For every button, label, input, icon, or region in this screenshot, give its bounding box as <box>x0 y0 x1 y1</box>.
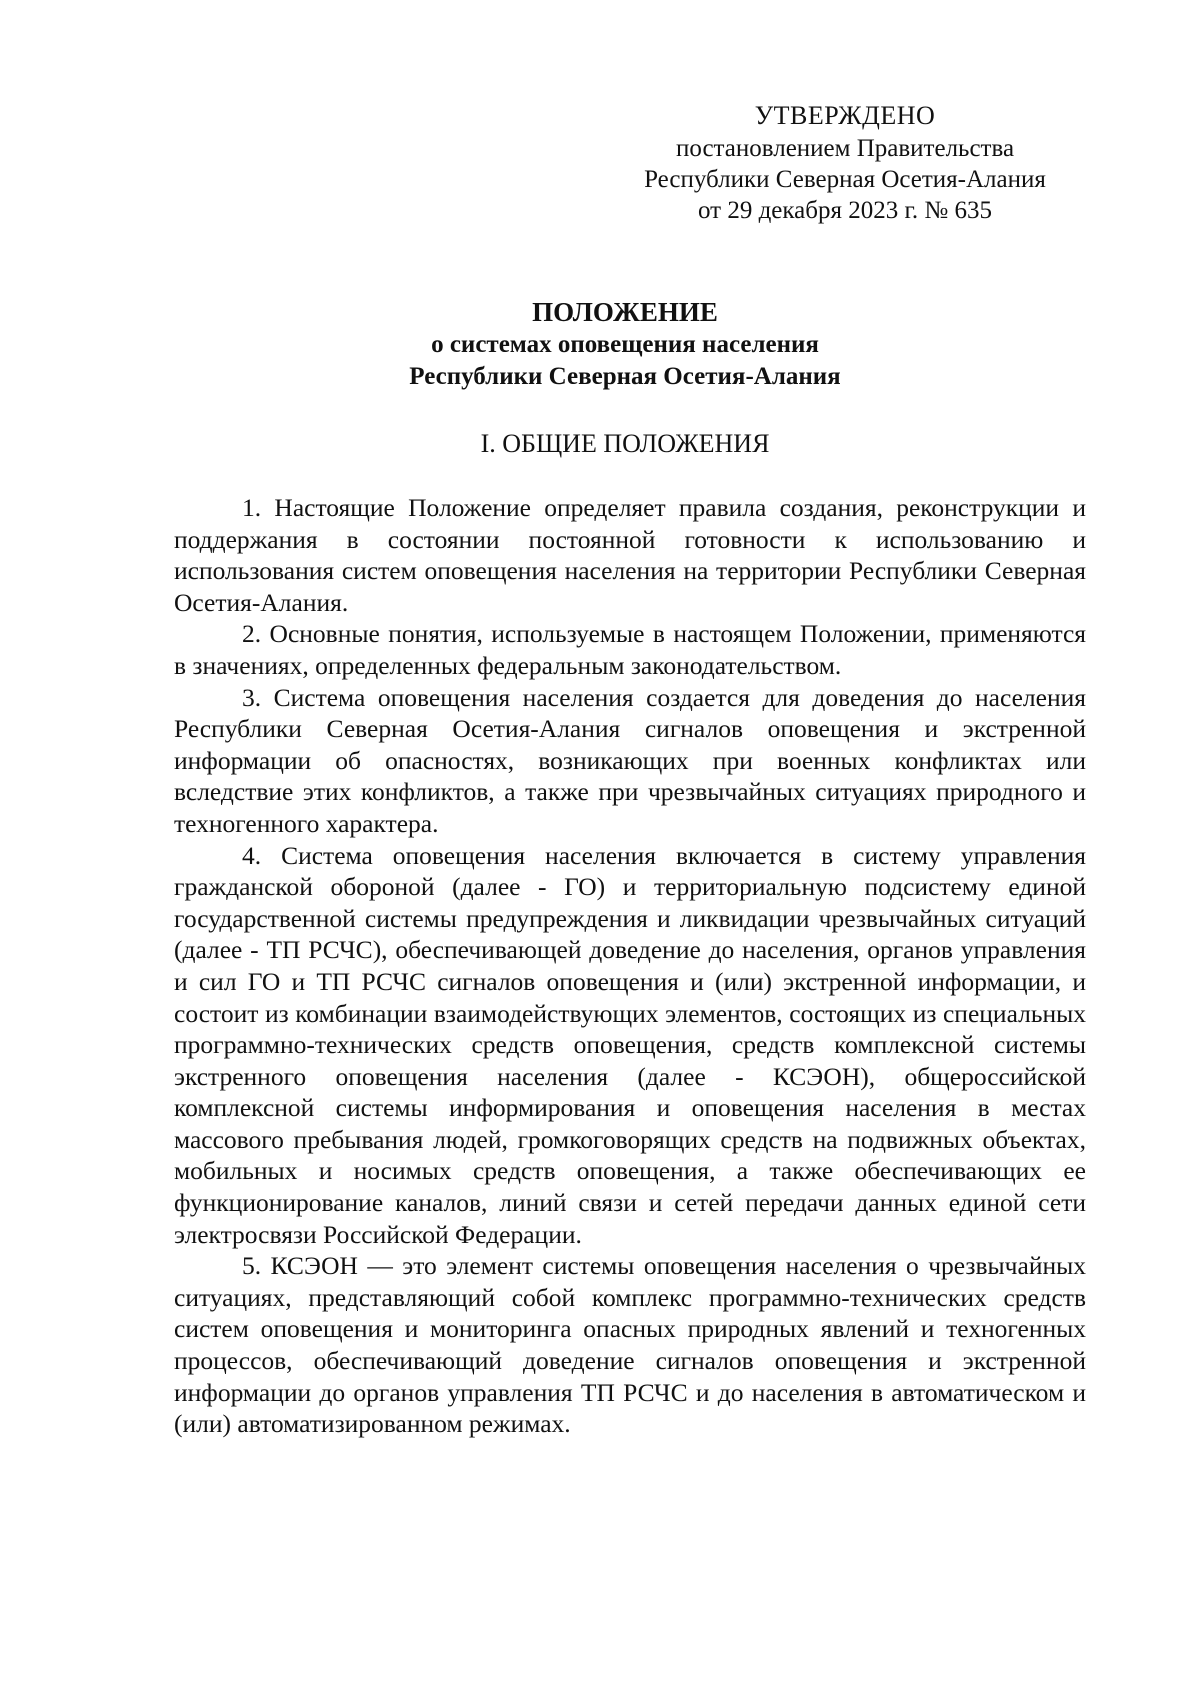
paragraph-3: 3. Система оповещения населения создается для доведения до населения Республики Северная Осетия-Алания сигналов оповещения и экстренной информации об опасностях, возникающих при военных конфликтах или вследствие этих конфликтов, а также при чрезвычайных ситуациях природного и техногенного характера. <box>174 682 1086 838</box>
approval-line-resolution: постановлением Правительства <box>675 135 1015 162</box>
approval-line-date: от 29 декабря 2023 г. № 635 <box>697 197 993 224</box>
document-subtitle-line1: о системах оповещения населения <box>431 331 819 358</box>
document-title-block <box>175 296 1075 393</box>
paragraph-4: 4. Система оповещения населения включается в систему управления гражданской обороной (далее - ГО) и территориальную подсистему единой государственной системы предупреждения и ликвидации чрезвычайных ситуаций (далее - ТП РСЧС), обеспечивающей доведение до населения, органов управления и сил ГО и ТП РСЧС сигналов оповещения и (или) экстренной информации, и состоит из комбинации взаимодействующих элементов, состоящих из специальных программно-технических средств оповещения, средств комплексной системы экстренного оповещения населения (далее - КСЭОН), общероссийской комплексной системы информирования и оповещения населения в местах массового пребывания людей, громкоговорящих средств на подвижных объектах, мобильных и носимых средств оповещения, а также обеспечивающих ее функционирование каналов, линий связи и сетей передачи данных единой сети электросвязи Российской Федерации. <box>174 840 1086 1249</box>
document-title: ПОЛОЖЕНИЕ <box>532 297 718 327</box>
paragraph-1: 1. Настоящие Положение определяет правила создания, реконструкции и поддержания в состоянии постоянной готовности к использованию и использования систем оповещения населения на территории Республики Северная Осетия-Алания. <box>174 493 1086 617</box>
approval-stamp-block <box>600 100 1090 226</box>
approval-heading: УТВЕРЖДЕНО <box>754 101 936 130</box>
document-subtitle-line2: Республики Северная Осетия-Алания <box>409 363 841 390</box>
paragraph-2: 2. Основные понятия, используемые в настоящем Положении, применяются в значениях, определенных федеральным законодательством. <box>174 619 1086 680</box>
section-heading: I. ОБЩИЕ ПОЛОЖЕНИЯ <box>480 429 770 458</box>
approval-line-republic: Республики Северная Осетия-Алания <box>644 166 1046 193</box>
document-body <box>174 492 1086 1440</box>
paragraph-5: 5. КСЭОН — это элемент системы оповещения населения о чрезвычайных ситуациях, представляющий собой комплекс программно-технических средств систем оповещения и мониторинга опасных природных явлений и техногенных процессов, обеспечивающий доведение сигналов оповещения и экстренной информации до органов управления ТП РСЧС и до населения в автоматическом и (или) автоматизированном режимах. <box>174 1251 1086 1439</box>
